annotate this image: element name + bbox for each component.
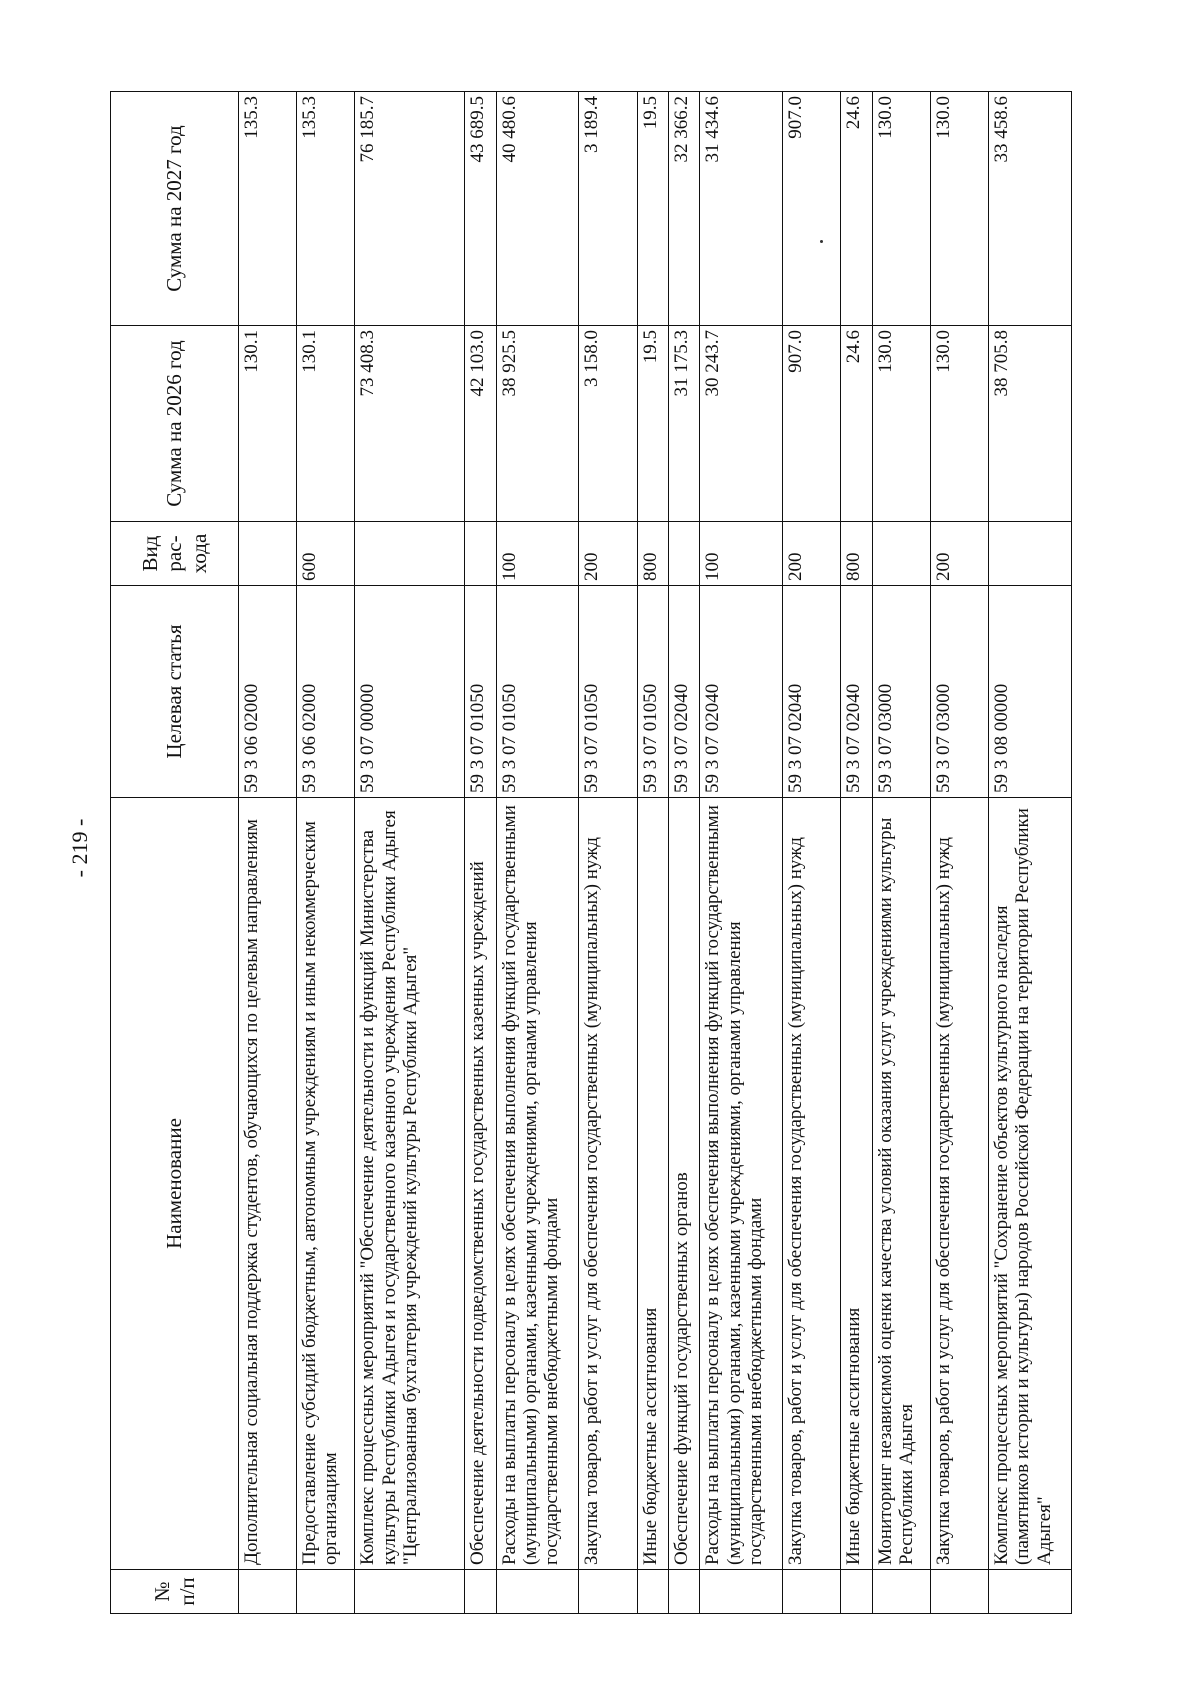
- table-header-row: [111, 92, 239, 1614]
- cell-no: [239, 1570, 297, 1614]
- table-row: [355, 92, 465, 1614]
- cell-no: [355, 1570, 465, 1614]
- cell-kind: 200: [783, 522, 841, 586]
- cell-name: Обеспечение деятельности подведомственных государственных казенных учреждений: [465, 798, 496, 1570]
- header-name: Наименование: [111, 798, 239, 1570]
- table-row: [841, 92, 872, 1614]
- cell-sum-2026: 130.0: [872, 326, 930, 522]
- cell-code: 59 3 06 02000: [297, 586, 355, 798]
- table-row: [668, 92, 699, 1614]
- cell-no: [841, 1570, 872, 1614]
- table-row: [872, 92, 930, 1614]
- table-row: [297, 92, 355, 1614]
- cell-no: [668, 1570, 699, 1614]
- cell-code: 59 3 07 01050: [579, 586, 637, 798]
- cell-name: Закупка товаров, работ и услуг для обеспечения государственных (муниципальных) нужд: [579, 798, 637, 1570]
- cell-name: Иные бюджетные ассигнования: [637, 798, 668, 1570]
- cell-no: [465, 1570, 496, 1614]
- cell-kind: 200: [930, 522, 988, 586]
- cell-sum-2026: 30 243.7: [700, 326, 783, 522]
- cell-sum-2026: 73 408.3: [355, 326, 465, 522]
- table-row: [239, 92, 297, 1614]
- cell-no: [297, 1570, 355, 1614]
- table-row: [465, 92, 496, 1614]
- cell-no: [930, 1570, 988, 1614]
- cell-code: 59 3 07 00000: [355, 586, 465, 798]
- header-kind: Вид рас-хода: [111, 522, 239, 586]
- cell-name: Предоставление субсидий бюджетным, автономным учреждениям и иным некоммерческим организациям: [297, 798, 355, 1570]
- table-row: [700, 92, 783, 1614]
- table-row: [930, 92, 988, 1614]
- cell-name: Комплекс процессных мероприятий "Сохранение объектов культурного наследия (памятников истории и культуры) народов Российской Федерации на территории Республики Адыгея": [989, 798, 1072, 1570]
- page-number: - 219 -: [67, 818, 92, 878]
- header-code: Целевая статья: [111, 586, 239, 798]
- header-no: № п/п: [111, 1570, 239, 1614]
- header-sum-2026: Сумма на 2026 год: [111, 326, 239, 522]
- cell-sum-2027: 31 434.6: [700, 92, 783, 326]
- cell-kind: [355, 522, 465, 586]
- cell-no: [637, 1570, 668, 1614]
- cell-code: 59 3 07 01050: [465, 586, 496, 798]
- cell-kind: 800: [637, 522, 668, 586]
- cell-code: 59 3 08 00000: [989, 586, 1072, 798]
- cell-kind: [239, 522, 297, 586]
- cell-sum-2026: 19.5: [637, 326, 668, 522]
- cell-sum-2026: 3 158.0: [579, 326, 637, 522]
- cell-sum-2027: 24.6: [841, 92, 872, 326]
- cell-sum-2027: 130.0: [872, 92, 930, 326]
- cell-sum-2026: 31 175.3: [668, 326, 699, 522]
- cell-sum-2027: 76 185.7: [355, 92, 465, 326]
- table-row: [989, 92, 1072, 1614]
- cell-code: 59 3 07 01050: [496, 586, 579, 798]
- cell-sum-2027: 130.0: [930, 92, 988, 326]
- header-sum-2027: Сумма на 2027 год: [111, 92, 239, 326]
- cell-sum-2026: 24.6: [841, 326, 872, 522]
- cell-code: 59 3 07 02040: [700, 586, 783, 798]
- cell-sum-2026: 42 103.0: [465, 326, 496, 522]
- budget-table: [110, 91, 1072, 1614]
- cell-name: Иные бюджетные ассигнования: [841, 798, 872, 1570]
- budget-table-rotated: [110, 92, 1072, 1614]
- cell-code: 59 3 06 02000: [239, 586, 297, 798]
- cell-code: 59 3 07 02040: [841, 586, 872, 798]
- cell-code: 59 3 07 03000: [872, 586, 930, 798]
- table-row: [579, 92, 637, 1614]
- cell-sum-2027: 135.3: [239, 92, 297, 326]
- cell-no: [579, 1570, 637, 1614]
- cell-sum-2026: 130.1: [297, 326, 355, 522]
- table-row: [637, 92, 668, 1614]
- cell-name: Обеспечение функций государственных органов: [668, 798, 699, 1570]
- cell-no: [700, 1570, 783, 1614]
- cell-sum-2026: 907.0: [783, 326, 841, 522]
- cell-name: Расходы на выплаты персоналу в целях обеспечения выполнения функций государственными (муниципальными) органами, казенными учреждениями, органами управления государственными внебюджетными фондами: [496, 798, 579, 1570]
- cell-name: Мониторинг независимой оценки качества условий оказания услуг учреждениями культуры Республики Адыгея: [872, 798, 930, 1570]
- table-row: [783, 92, 841, 1614]
- cell-code: 59 3 07 01050: [637, 586, 668, 798]
- cell-sum-2027: 43 689.5: [465, 92, 496, 326]
- cell-sum-2026: 130.1: [239, 326, 297, 522]
- cell-sum-2027: 3 189.4: [579, 92, 637, 326]
- table-row: [496, 92, 579, 1614]
- cell-sum-2027: 32 366.2: [668, 92, 699, 326]
- cell-kind: [989, 522, 1072, 586]
- cell-name: Закупка товаров, работ и услуг для обеспечения государственных (муниципальных) нужд: [930, 798, 988, 1570]
- cell-no: [989, 1570, 1072, 1614]
- cell-sum-2027: 907.0: [783, 92, 841, 326]
- cell-sum-2027: 40 480.6: [496, 92, 579, 326]
- cell-name: Дополнительная социальная поддержка студентов, обучающихся по целевым направлениям: [239, 798, 297, 1570]
- cell-code: 59 3 07 03000: [930, 586, 988, 798]
- cell-kind: 800: [841, 522, 872, 586]
- cell-no: [783, 1570, 841, 1614]
- cell-sum-2027: 19.5: [637, 92, 668, 326]
- cell-sum-2026: 130.0: [930, 326, 988, 522]
- cell-no: [872, 1570, 930, 1614]
- cell-sum-2026: 38 925.5: [496, 326, 579, 522]
- cell-kind: [668, 522, 699, 586]
- cell-kind: 100: [700, 522, 783, 586]
- cell-sum-2027: 135.3: [297, 92, 355, 326]
- cell-sum-2026: 38 705.8: [989, 326, 1072, 522]
- cell-kind: 100: [496, 522, 579, 586]
- cell-name: Закупка товаров, работ и услуг для обеспечения государственных (муниципальных) нужд: [783, 798, 841, 1570]
- cell-kind: 200: [579, 522, 637, 586]
- cell-kind: [465, 522, 496, 586]
- cell-kind: [872, 522, 930, 586]
- cell-sum-2027: 33 458.6: [989, 92, 1072, 326]
- cell-name: Комплекс процессных мероприятий "Обеспечение деятельности и функций Министерства культуры Республики Адыгея и государственного казенного учреждения Республики Адыгея "Централизованная бухгалтерия учреждений культуры Республики Адыгея": [355, 798, 465, 1570]
- cell-no: [496, 1570, 579, 1614]
- cell-code: 59 3 07 02040: [668, 586, 699, 798]
- cell-code: 59 3 07 02040: [783, 586, 841, 798]
- cell-name: Расходы на выплаты персоналу в целях обеспечения выполнения функций государственными (муниципальными) органами, казенными учреждениями, органами управления государственными внебюджетными фондами: [700, 798, 783, 1570]
- cell-kind: 600: [297, 522, 355, 586]
